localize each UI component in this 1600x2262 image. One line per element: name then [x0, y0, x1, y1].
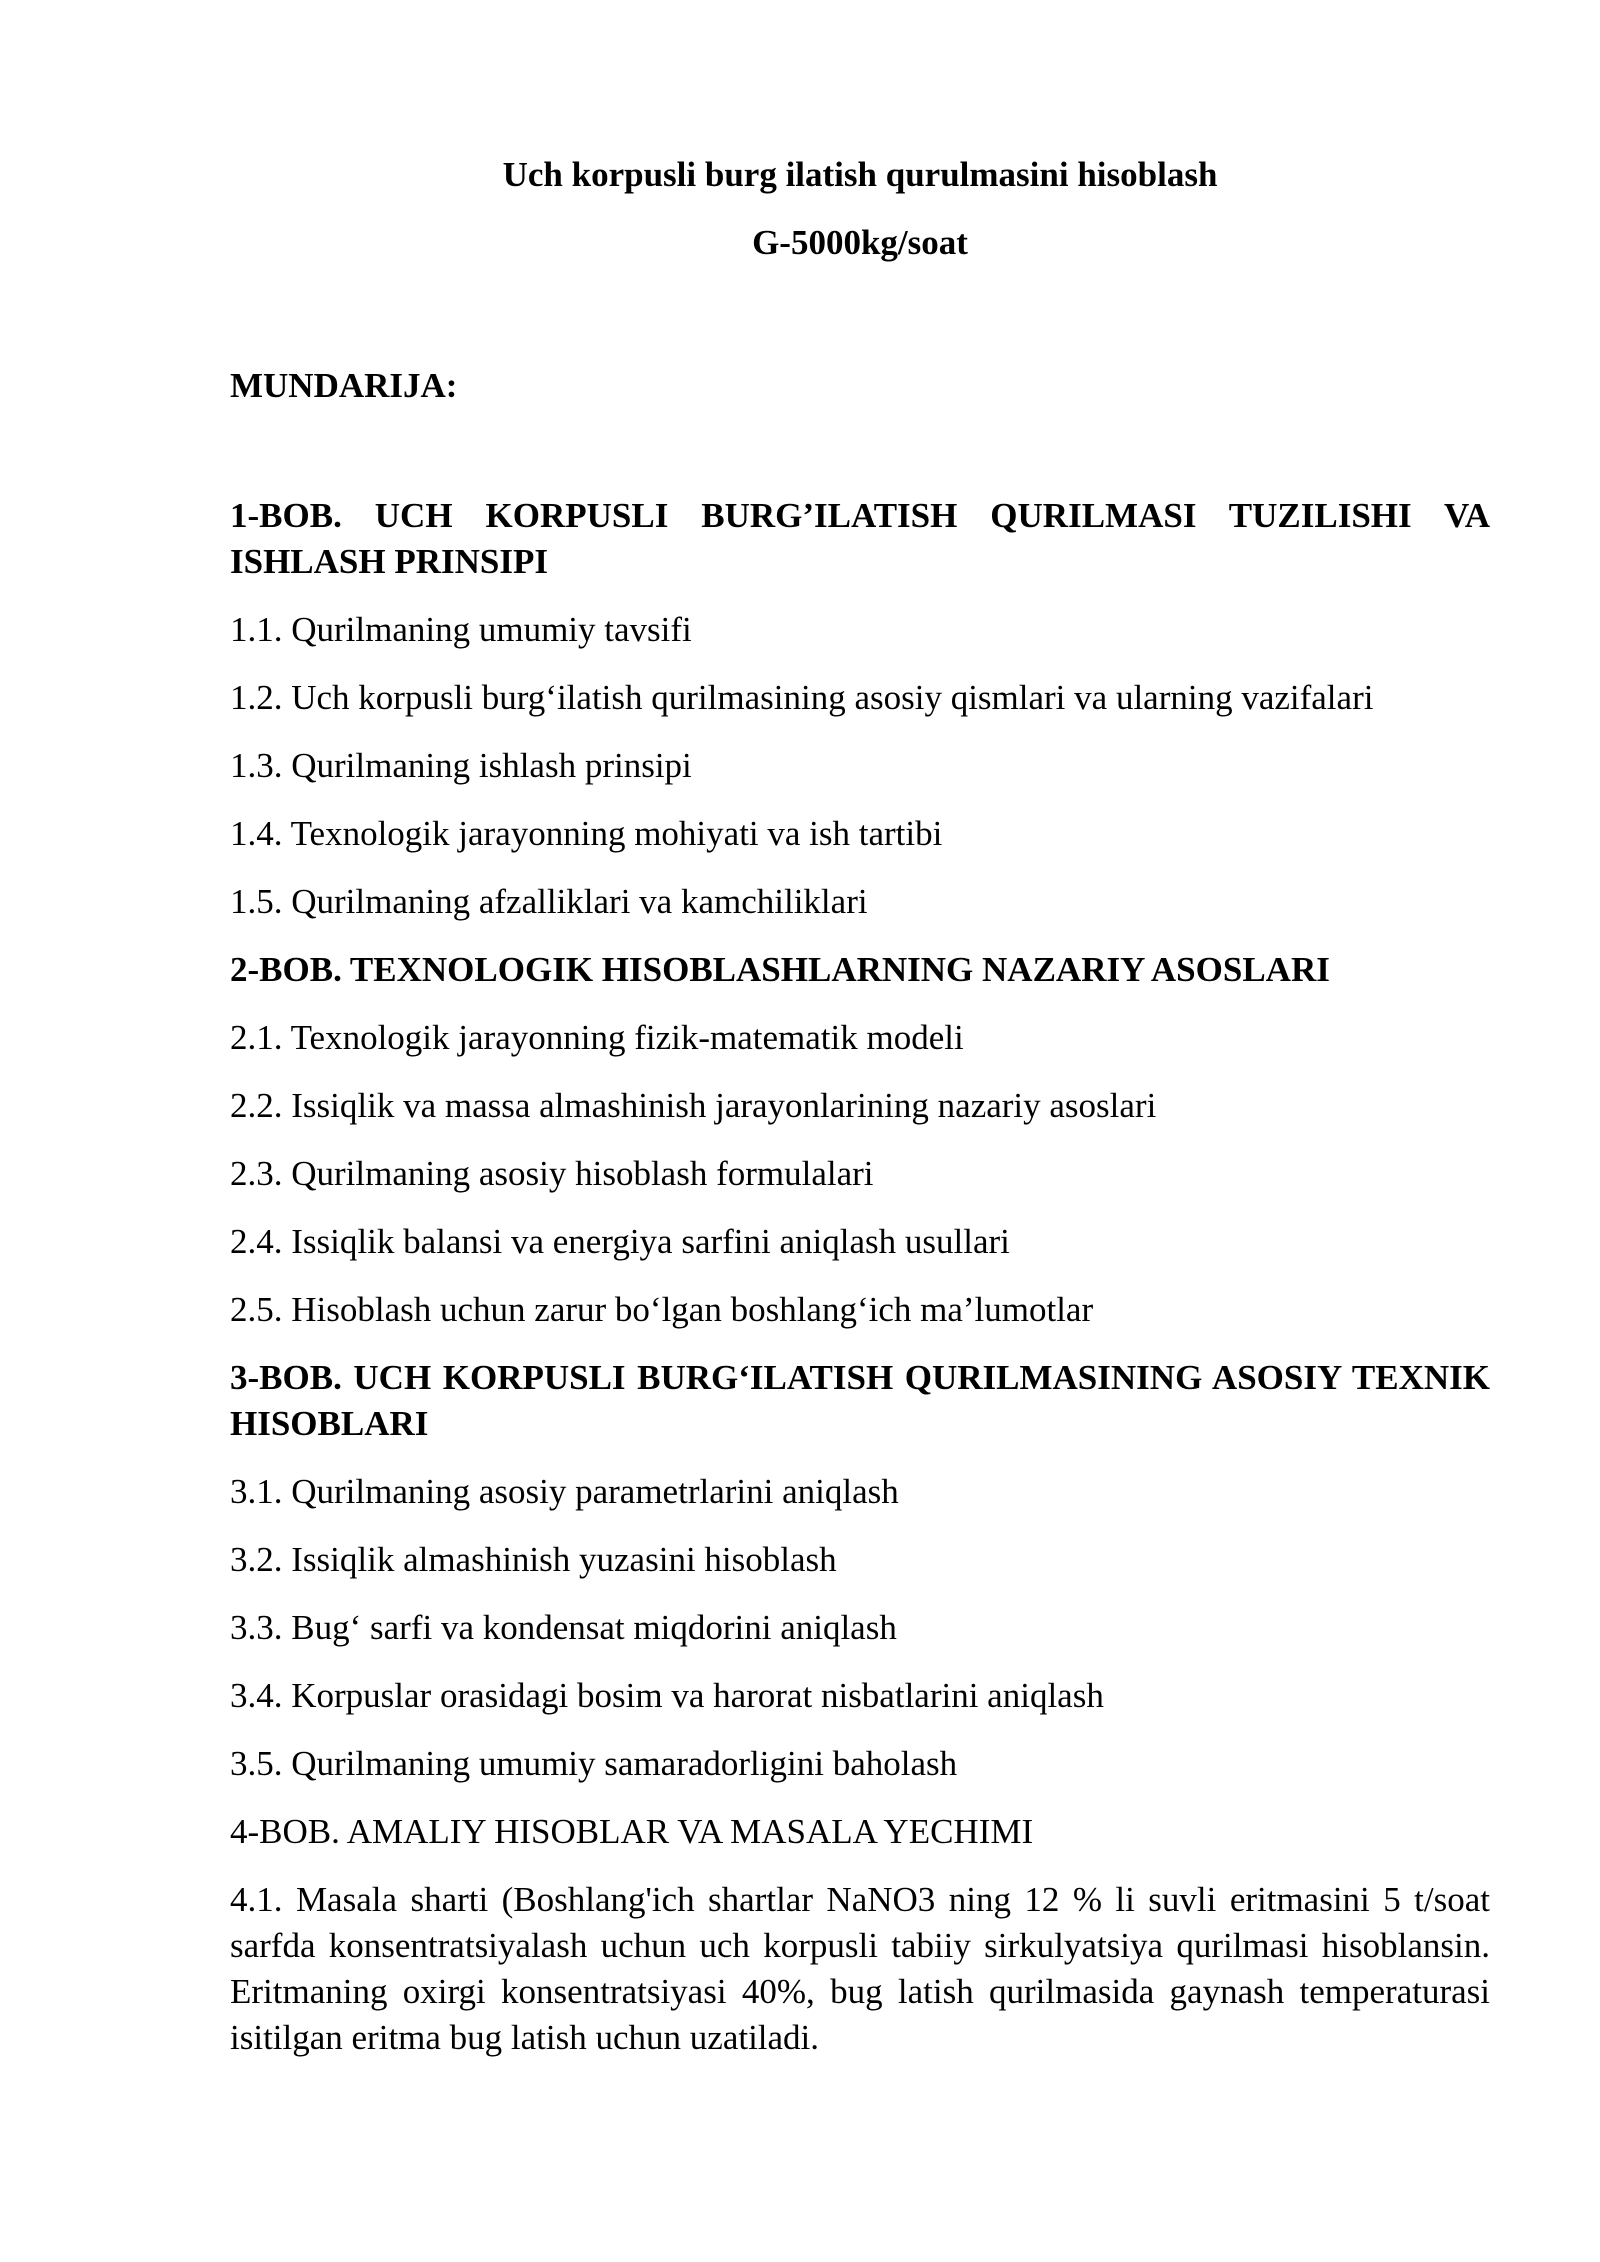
section-3-2: 3.2. Issiqlik almashinish yuzasini hisoblash	[230, 1540, 837, 1579]
section-2-1: 2.1. Texnologik jarayonning fizik-matematik modeli	[230, 1018, 964, 1057]
section-1-2: 1.2. Uch korpusli burg‘ilatish qurilmasining asosiy qismlari va ularning vazifalari	[230, 678, 1374, 717]
section-1-4: 1.4. Texnologik jarayonning mohiyati va ish tartibi	[230, 814, 943, 853]
section-3-3: 3.3. Bug‘ sarfi va kondensat miqdorini aniqlash	[230, 1608, 897, 1647]
section-3-4: 3.4. Korpuslar orasidagi bosim va harorat nisbatlarini aniqlash	[230, 1676, 1104, 1715]
table-of-contents	[230, 493, 1490, 2061]
section-2-3: 2.3. Qurilmaning asosiy hisoblash formulalari	[230, 1154, 874, 1193]
section-2-5: 2.5. Hisoblash uchun zarur bo‘lgan boshlang‘ich ma’lumotlar	[230, 1290, 1094, 1329]
chapter-1-heading: 1-BOB. UCH KORPUSLI BURG’ILATISH QURILMASI TUZILISHI VA ISHLASH PRINSIPI	[230, 496, 1490, 581]
section-1-1: 1.1. Qurilmaning umumiy tavsifi	[230, 610, 692, 649]
section-4-1-paragraph: 4.1. Masala sharti (Boshlang'ich shartlar NaNO3 ning 12 % li suvli eritmasini 5 t/soat sarfda konsentratsiyalash uchun uch korpusli tabiiy sirkulyatsiya qurilmasi hisoblansin. Eritmaning oxirgi konsentratsiyasi 40%, bug latish qurilmasida gaynash temperaturasi isitilgan eritma bug latish uchun uzatiladi.	[230, 1880, 1490, 2057]
section-1-3: 1.3. Qurilmaning ishlash prinsipi	[230, 746, 692, 785]
contents-heading: MUNDARIJA:	[230, 366, 458, 405]
chapter-2-heading: 2-BOB. TEXNOLOGIK HISOBLASHLARNING NAZARIY ASOSLARI	[230, 950, 1330, 989]
section-3-5: 3.5. Qurilmaning umumiy samaradorligini baholash	[230, 1744, 958, 1783]
document-title: Uch korpusli burg ilatish qurulmasini hisoblash	[502, 155, 1218, 194]
chapter-4-heading: 4-BOB. AMALIY HISOBLAR VA MASALA YECHIMI	[230, 1812, 1034, 1851]
section-2-2: 2.2. Issiqlik va massa almashinish jarayonlarining nazariy asoslari	[230, 1086, 1157, 1125]
section-2-4: 2.4. Issiqlik balansi va energiya sarfini aniqlash usullari	[230, 1222, 1010, 1261]
section-1-5: 1.5. Qurilmaning afzalliklari va kamchiliklari	[230, 882, 868, 921]
section-3-1: 3.1. Qurilmaning asosiy parametrlarini aniqlash	[230, 1472, 899, 1511]
chapter-3-heading: 3-BOB. UCH KORPUSLI BURG‘ILATISH QURILMASINING ASOSIY TEXNIK HISOBLARI	[230, 1358, 1490, 1443]
document-subtitle: G-5000kg/soat	[752, 223, 968, 262]
